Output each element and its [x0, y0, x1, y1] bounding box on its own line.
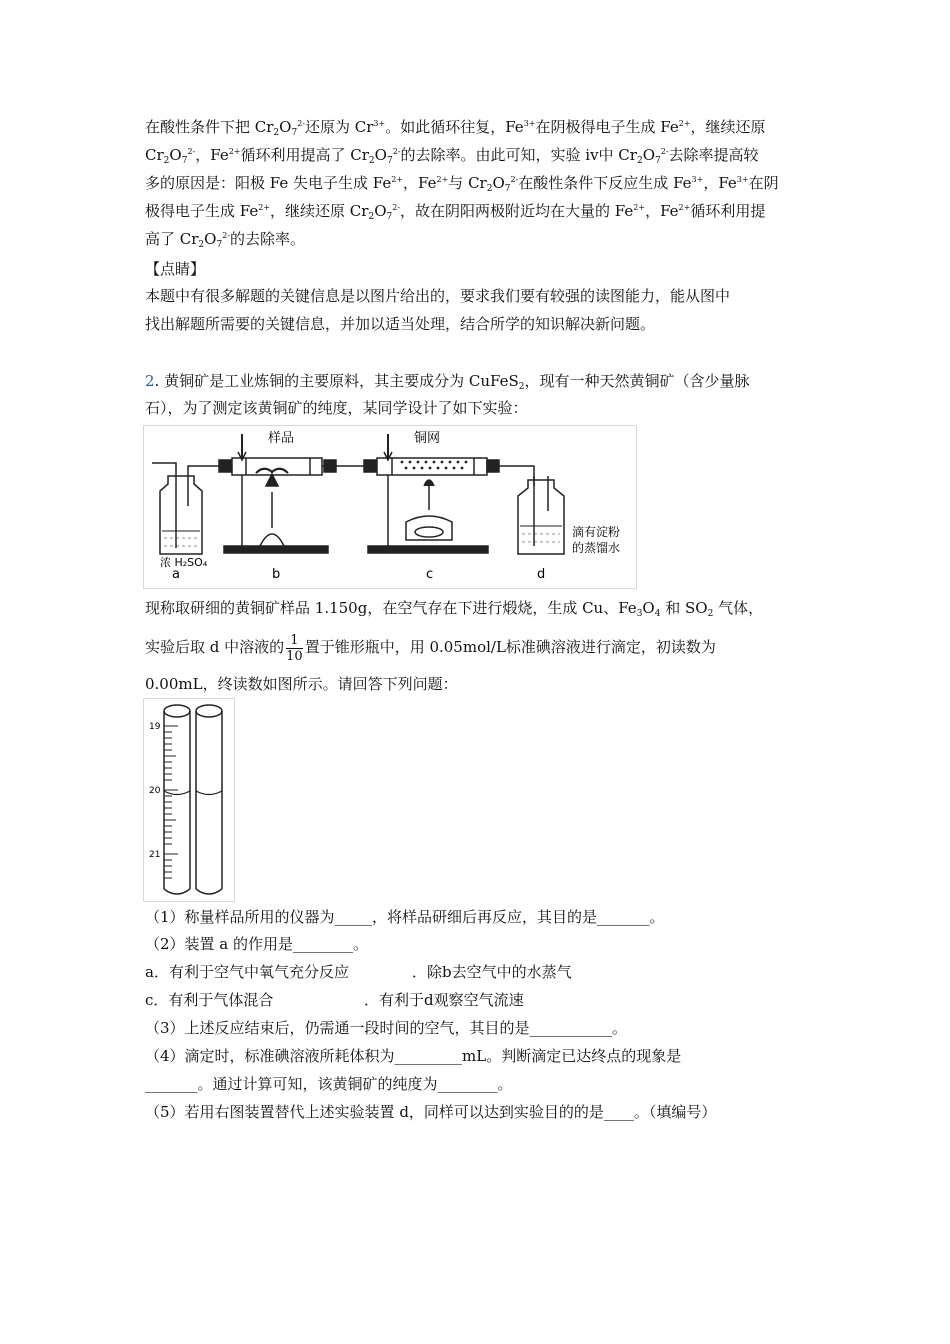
starch-label-2: 的蒸馏水	[572, 541, 621, 555]
sub-question-4-line-1: （4）滴定时，标准碘溶液所耗体积为_________mL。判断滴定已达终点的现象是	[145, 1047, 682, 1065]
option-c: c．有利于气体混合	[145, 991, 274, 1009]
question-2-line-1: 2. 黄铜矿是工业炼铜的主要原料，其主要成分为 CuFeS$_2$，现有一种天然黄铜矿（含少量脉	[145, 372, 750, 392]
label-d: d	[537, 567, 546, 582]
sub-question-5: （5）若用右图装置替代上述实验装置 d，同样可以达到实验目的的是____。（填编号）	[145, 1103, 717, 1121]
dianjing-heading: 【点睛】	[145, 260, 206, 278]
note-line-2: 找出解题所需要的关键信息，并加以适当处理，结合所学的知识解决新问题。	[145, 315, 656, 333]
label-c: c	[426, 567, 434, 582]
question-2-line-5: 0.00mL，终读数如图所示。请回答下列问题：	[145, 675, 458, 693]
solution-line-3: 多的原因是：阳极 Fe 失电子生成 $Fe^{2+}$，$Fe^{2+}$与 $Cr_2O_7^{2-}$在酸性条件下反应生成 $Fe^{3+}$，$Fe^{3+}$在阴	[145, 174, 779, 194]
solution-line-2: $Cr_2O_7^{2-}$，$Fe^{2+}$循环利用提高了 $Cr_2O_7^{2-}$的去除率。由此可知，实验 iv中 $Cr_2O_7^{2-}$去除率提高较	[145, 146, 759, 166]
burette-tick-20: 20	[149, 786, 161, 796]
question-number: 2	[145, 372, 155, 390]
label-a: a	[172, 567, 180, 582]
question-2-line-2: 石），为了测定该黄铜矿的纯度，某同学设计了如下实验：	[145, 399, 528, 417]
sub-question-3: （3）上述反应结束后，仍需通一段时间的空气，其目的是___________。	[145, 1019, 628, 1037]
solution-line-4: 极得电子生成 $Fe^{2+}$，继续还原 $Cr_2O_7^{2-}$，故在阴阳两极附近均在大量的 $Fe^{2+}$，$Fe^{2+}$循环利用提	[145, 202, 766, 222]
note-line-1: 本题中有很多解题的关键信息是以图片给出的，要求我们要有较强的读图能力，能从图中	[145, 287, 731, 305]
acid-label: 浓 H₂SO₄	[160, 556, 208, 569]
fraction: $\frac{1}{10}$	[286, 632, 303, 664]
burette-tick-21: 21	[149, 850, 161, 860]
sub-question-4-line-2: _______。通过计算可知，该黄铜矿的纯度为________。	[145, 1075, 513, 1093]
apparatus-figure	[143, 425, 637, 589]
question-2-line-3: 现称取研细的黄铜矿样品 1.150g，在空气存在下进行煅烧，生成 Cu、$Fe_3O_4$ 和 $SO_2$ 气体，	[145, 599, 764, 619]
copper-mesh-label: 铜网	[414, 431, 441, 446]
sample-label: 样品	[268, 431, 295, 446]
option-a: a．有利于空气中氧气充分反应	[145, 963, 349, 981]
question-2-line-4: 实验后取 d 中溶液的 $\frac{1}{10}$ 置于锥形瓶中，用 0.05mol/L标准碘溶液进行滴定，初读数为	[145, 632, 716, 664]
solution-line-1: 在酸性条件下把 $Cr_2O_7^{2-}$还原为 $Cr^{3+}$。如此循环往复，$Fe^{3+}$在阴极得电子生成 $Fe^{2+}$，继续还原	[145, 118, 766, 138]
sub-question-1: （1）称量样品所用的仪器为_____，将样品研细后再反应，其目的是_______。	[145, 908, 665, 926]
burette-tick-19: 19	[149, 722, 161, 732]
label-b: b	[272, 567, 281, 582]
option-b: ．除b去空气中的水蒸气	[412, 963, 572, 981]
apparatus-diagram	[144, 426, 636, 588]
solution-line-5: 高了 $Cr_2O_7^{2-}$的去除率。	[145, 230, 306, 250]
option-d: ．有利于d观察空气流速	[364, 991, 524, 1009]
sub-question-2: （2）装置 a 的作用是________。	[145, 935, 369, 953]
burette-diagram	[144, 699, 234, 901]
burette-figure	[143, 698, 235, 902]
starch-label-1: 滴有淀粉	[572, 525, 621, 539]
